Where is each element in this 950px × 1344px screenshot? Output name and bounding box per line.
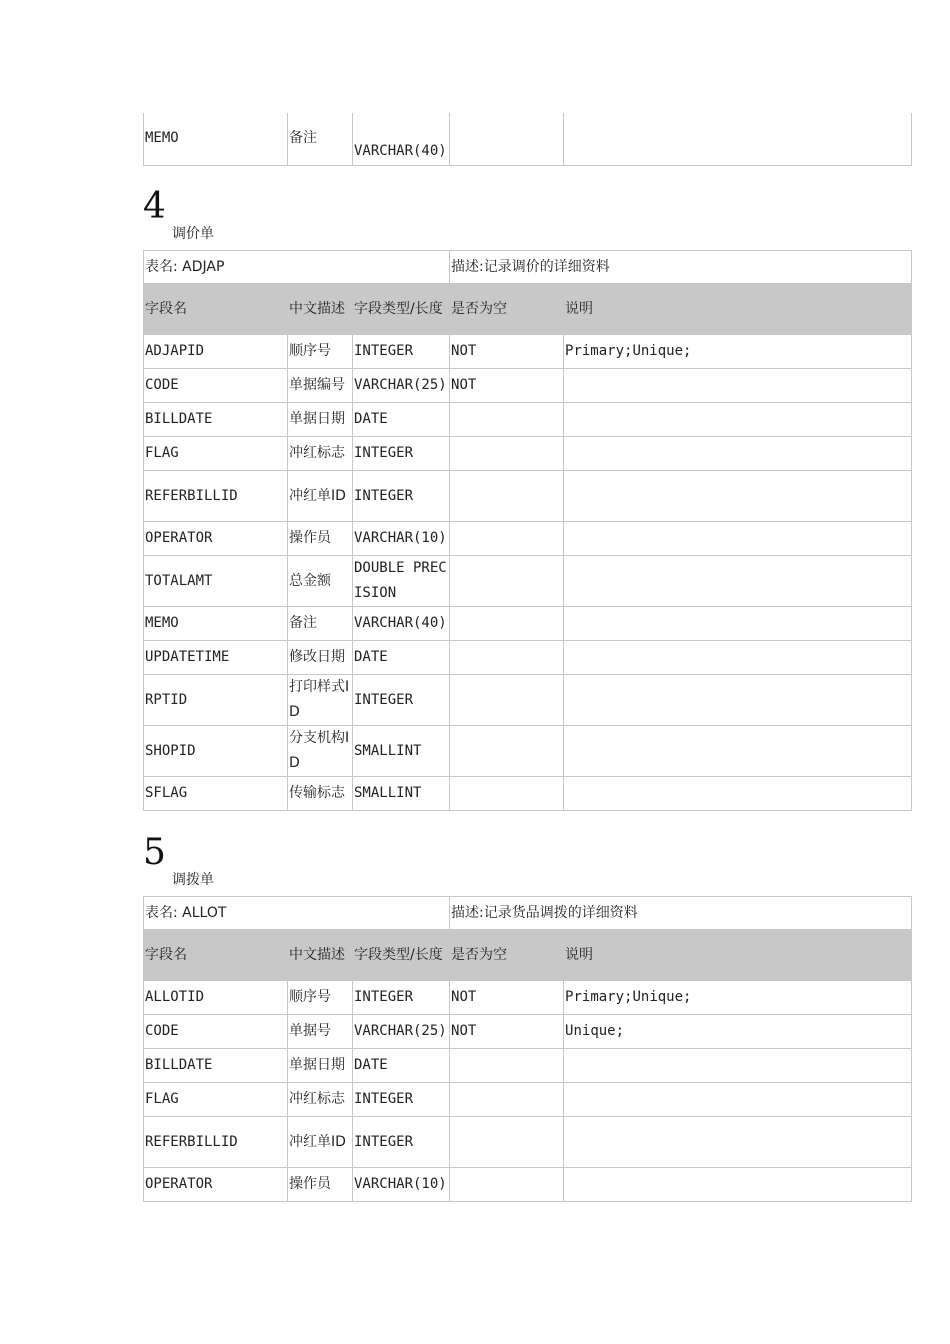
nullable-cell (450, 607, 564, 641)
header-field: 字段名 (144, 284, 288, 335)
table-row (144, 335, 912, 369)
table-row (144, 981, 912, 1015)
cn-desc-cell: 顺序号 (288, 981, 353, 1015)
table-name-cell: 表名: ALLOT (144, 897, 450, 930)
table-meta-row (144, 251, 912, 284)
table-row (144, 403, 912, 437)
table-row (144, 641, 912, 675)
nullable-cell (450, 471, 564, 522)
nullable-cell (450, 777, 564, 811)
field-name-cell: FLAG (144, 437, 288, 471)
nullable-cell (450, 675, 564, 726)
table-row (144, 1015, 912, 1049)
nullable-cell (450, 726, 564, 777)
field-name-cell: MEMO (144, 607, 288, 641)
table-row (144, 1117, 912, 1168)
type-cell: SMALLINT (353, 777, 450, 811)
note-cell: Unique; (564, 1015, 912, 1049)
note-cell (564, 403, 912, 437)
table-row (144, 726, 912, 777)
note-cell (564, 369, 912, 403)
type-cell: VARCHAR(40) (353, 113, 450, 165)
header-note: 说明 (564, 930, 912, 981)
cn-desc-cell: 单据号 (288, 1015, 353, 1049)
cn-desc-cell: 单据日期 (288, 1049, 353, 1083)
section-number: 4 (143, 186, 166, 227)
nullable-cell (450, 437, 564, 471)
cn-desc-cell: 单据编号 (288, 369, 353, 403)
nullable-cell (450, 1168, 564, 1202)
table-row (144, 1168, 912, 1202)
table-row (144, 607, 912, 641)
header-note: 说明 (564, 284, 912, 335)
type-cell: INTEGER (353, 675, 450, 726)
cn-desc-cell: 分支机构ID (288, 726, 353, 777)
cn-desc-cell: 冲红单ID (288, 471, 353, 522)
note-cell (564, 556, 912, 607)
field-name-cell: OPERATOR (144, 1168, 288, 1202)
nullable-cell (450, 1049, 564, 1083)
table-description-cell: 描述:记录调价的详细资料 (450, 251, 912, 284)
table-row (144, 675, 912, 726)
cn-desc-cell: 备注 (288, 113, 353, 165)
note-cell (564, 1083, 912, 1117)
note-cell (564, 641, 912, 675)
cn-desc-cell: 操作员 (288, 522, 353, 556)
header-nullable: 是否为空 (450, 284, 564, 335)
field-name-cell: BILLDATE (144, 403, 288, 437)
nullable-cell: NOT (450, 335, 564, 369)
note-cell (564, 1168, 912, 1202)
header-type: 字段类型/长度 (353, 930, 450, 981)
table-row (144, 437, 912, 471)
header-type: 字段类型/长度 (353, 284, 450, 335)
note-cell (564, 437, 912, 471)
type-cell: VARCHAR(25) (353, 1015, 450, 1049)
table-row (144, 556, 912, 607)
adjap-rows (144, 335, 912, 811)
cn-desc-cell: 修改日期 (288, 641, 353, 675)
allot-rows (144, 981, 912, 1202)
type-cell: INTEGER (353, 471, 450, 522)
note-cell (564, 1049, 912, 1083)
field-name-cell: RPTID (144, 675, 288, 726)
type-cell: VARCHAR(25) (353, 369, 450, 403)
cn-desc-cell: 传输标志 (288, 777, 353, 811)
field-name-cell: CODE (144, 1015, 288, 1049)
field-name-cell: TOTALAMT (144, 556, 288, 607)
note-cell (564, 726, 912, 777)
cn-desc-cell: 冲红标志 (288, 437, 353, 471)
section-number: 5 (143, 832, 166, 873)
nullable-cell (450, 522, 564, 556)
note-cell: Primary;Unique; (564, 335, 912, 369)
field-name-cell: MEMO (144, 113, 288, 165)
table-row (144, 777, 912, 811)
table-header-row (144, 930, 912, 981)
nullable-cell (450, 1117, 564, 1168)
field-name-cell: REFERBILLID (144, 1117, 288, 1168)
cn-desc-cell: 冲红单ID (288, 1117, 353, 1168)
field-name-cell: OPERATOR (144, 522, 288, 556)
type-cell: INTEGER (353, 437, 450, 471)
nullable-cell: NOT (450, 1015, 564, 1049)
table-row (144, 369, 912, 403)
field-name-cell: ADJAPID (144, 335, 288, 369)
header-cn: 中文描述 (288, 284, 353, 335)
header-nullable: 是否为空 (450, 930, 564, 981)
type-cell: INTEGER (353, 1083, 450, 1117)
nullable-cell (450, 1083, 564, 1117)
type-cell: INTEGER (353, 335, 450, 369)
type-cell: VARCHAR(40) (353, 607, 450, 641)
table-row (144, 113, 912, 165)
cn-desc-cell: 顺序号 (288, 335, 353, 369)
nullable-cell: NOT (450, 369, 564, 403)
table-row (144, 471, 912, 522)
type-cell: DATE (353, 1049, 450, 1083)
field-name-cell: FLAG (144, 1083, 288, 1117)
adjap-table (143, 250, 912, 811)
field-name-cell: ALLOTID (144, 981, 288, 1015)
field-name-cell: BILLDATE (144, 1049, 288, 1083)
type-cell: INTEGER (353, 981, 450, 1015)
nullable-cell (450, 113, 564, 165)
cn-desc-cell: 操作员 (288, 1168, 353, 1202)
cn-desc-cell: 打印样式ID (288, 675, 353, 726)
cn-desc-cell: 备注 (288, 607, 353, 641)
table-name-cell: 表名: ADJAP (144, 251, 450, 284)
note-cell (564, 675, 912, 726)
nullable-cell (450, 556, 564, 607)
allot-table (143, 896, 912, 1202)
note-cell (564, 471, 912, 522)
header-field: 字段名 (144, 930, 288, 981)
nullable-cell (450, 641, 564, 675)
note-cell (564, 777, 912, 811)
table-row (144, 1049, 912, 1083)
type-cell: SMALLINT (353, 726, 450, 777)
note-cell: Primary;Unique; (564, 981, 912, 1015)
table-row (144, 1083, 912, 1117)
type-cell: DOUBLE PRECISION (353, 556, 450, 607)
cn-desc-cell: 总金额 (288, 556, 353, 607)
type-cell: VARCHAR(10) (353, 1168, 450, 1202)
section-title: 调拨单 (172, 872, 214, 888)
section-title: 调价单 (172, 226, 214, 242)
field-name-cell: CODE (144, 369, 288, 403)
field-name-cell: SFLAG (144, 777, 288, 811)
nullable-cell: NOT (450, 981, 564, 1015)
type-cell: DATE (353, 403, 450, 437)
type-cell: DATE (353, 641, 450, 675)
header-cn: 中文描述 (288, 930, 353, 981)
cn-desc-cell: 冲红标志 (288, 1083, 353, 1117)
note-cell (564, 522, 912, 556)
note-cell (564, 113, 912, 165)
table-header-row (144, 284, 912, 335)
note-cell (564, 1117, 912, 1168)
nullable-cell (450, 403, 564, 437)
table-description-cell: 描述:记录货品调拨的详细资料 (450, 897, 912, 930)
type-cell: VARCHAR(10) (353, 522, 450, 556)
cn-desc-cell: 单据日期 (288, 403, 353, 437)
field-name-cell: SHOPID (144, 726, 288, 777)
type-cell: INTEGER (353, 1117, 450, 1168)
table-row (144, 522, 912, 556)
table-meta-row (144, 897, 912, 930)
note-cell (564, 607, 912, 641)
field-name-cell: REFERBILLID (144, 471, 288, 522)
top-fragment-table (143, 113, 912, 166)
field-name-cell: UPDATETIME (144, 641, 288, 675)
